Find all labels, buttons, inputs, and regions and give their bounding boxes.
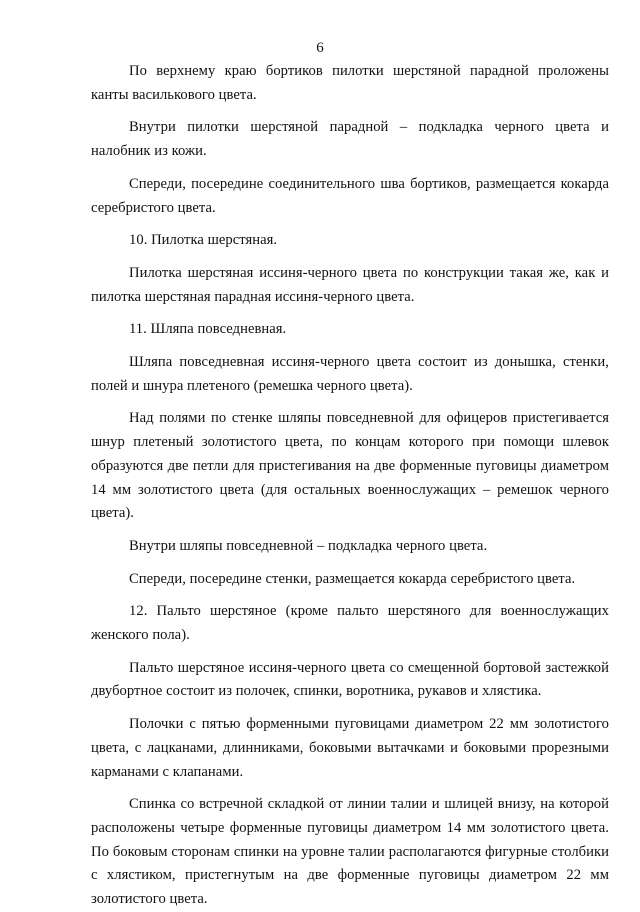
page-number: 6 bbox=[316, 40, 324, 56]
paragraph: Спереди, посередине стенки, размещается кокарда серебристого цвета. bbox=[129, 570, 576, 587]
paragraph: По верхнему краю бортиков пилотки шерстяной парадной проложены канты василькового цвета. bbox=[91, 63, 609, 103]
paragraph: Шляпа повседневная иссиня-черного цвета состоит из донышка, стенки, полей и шнура плетеного (ремешка черного цвета). bbox=[91, 354, 609, 394]
paragraph: Полочки с пятью форменными пуговицами диаметром 22 мм золотистого цвета, с лацканами, длинниками, боковыми вытачками и боковыми прорезными карманами с клапанами. bbox=[91, 716, 609, 780]
paragraph: Внутри пилотки шерстяной парадной – подкладка черного цвета и налобник из кожи. bbox=[91, 119, 609, 160]
paragraph: Пилотка шерстяная иссиня-черного цвета по конструкции такая же, как и пилотка шерстяная парадная иссиня-черного цвета. bbox=[91, 264, 609, 305]
paragraph: Спереди, посередине соединительного шва бортиков, размещается кокарда серебристого цвета. bbox=[91, 175, 609, 216]
section-heading: 12. Пальто шерстяное (кроме пальто шерстяного для военнослужащих женского пола). bbox=[91, 603, 609, 644]
paragraph: Над полями по стенке шляпы повседневной для офицеров пристегивается шнур плетеный золотистого цвета, по концам которого при помощи шлевок образуются две петли для пристегивания на две форменные пуговицы диаметром 14 мм золотистого цвета (для остальных военнослужащих – ремешок черного цвета). bbox=[91, 410, 609, 522]
section-heading: 11. Шляпа повседневная. bbox=[129, 321, 287, 338]
document-body bbox=[91, 60, 609, 912]
section-heading: 10. Пилотка шерстяная. bbox=[129, 232, 278, 249]
paragraph: Спинка со встречной складкой от линии талии и шлицей внизу, на которой расположены четыре форменные пуговицы диаметром 14 мм золотистого цвета. По боковым сторонам спинки на уровне талии располагаются фигурные столбики с хлястиком, пристегнутым на две форменные пуговицы диаметром 22 мм золотистого цвета. bbox=[91, 796, 609, 908]
paragraph: Внутри шляпы повседневной – подкладка черного цвета. bbox=[129, 537, 488, 554]
paragraph: Пальто шерстяное иссиня-черного цвета со смещенной бортовой застежкой двубортное состоит из полочек, спинки, воротника, рукавов и хлястика. bbox=[91, 659, 609, 700]
